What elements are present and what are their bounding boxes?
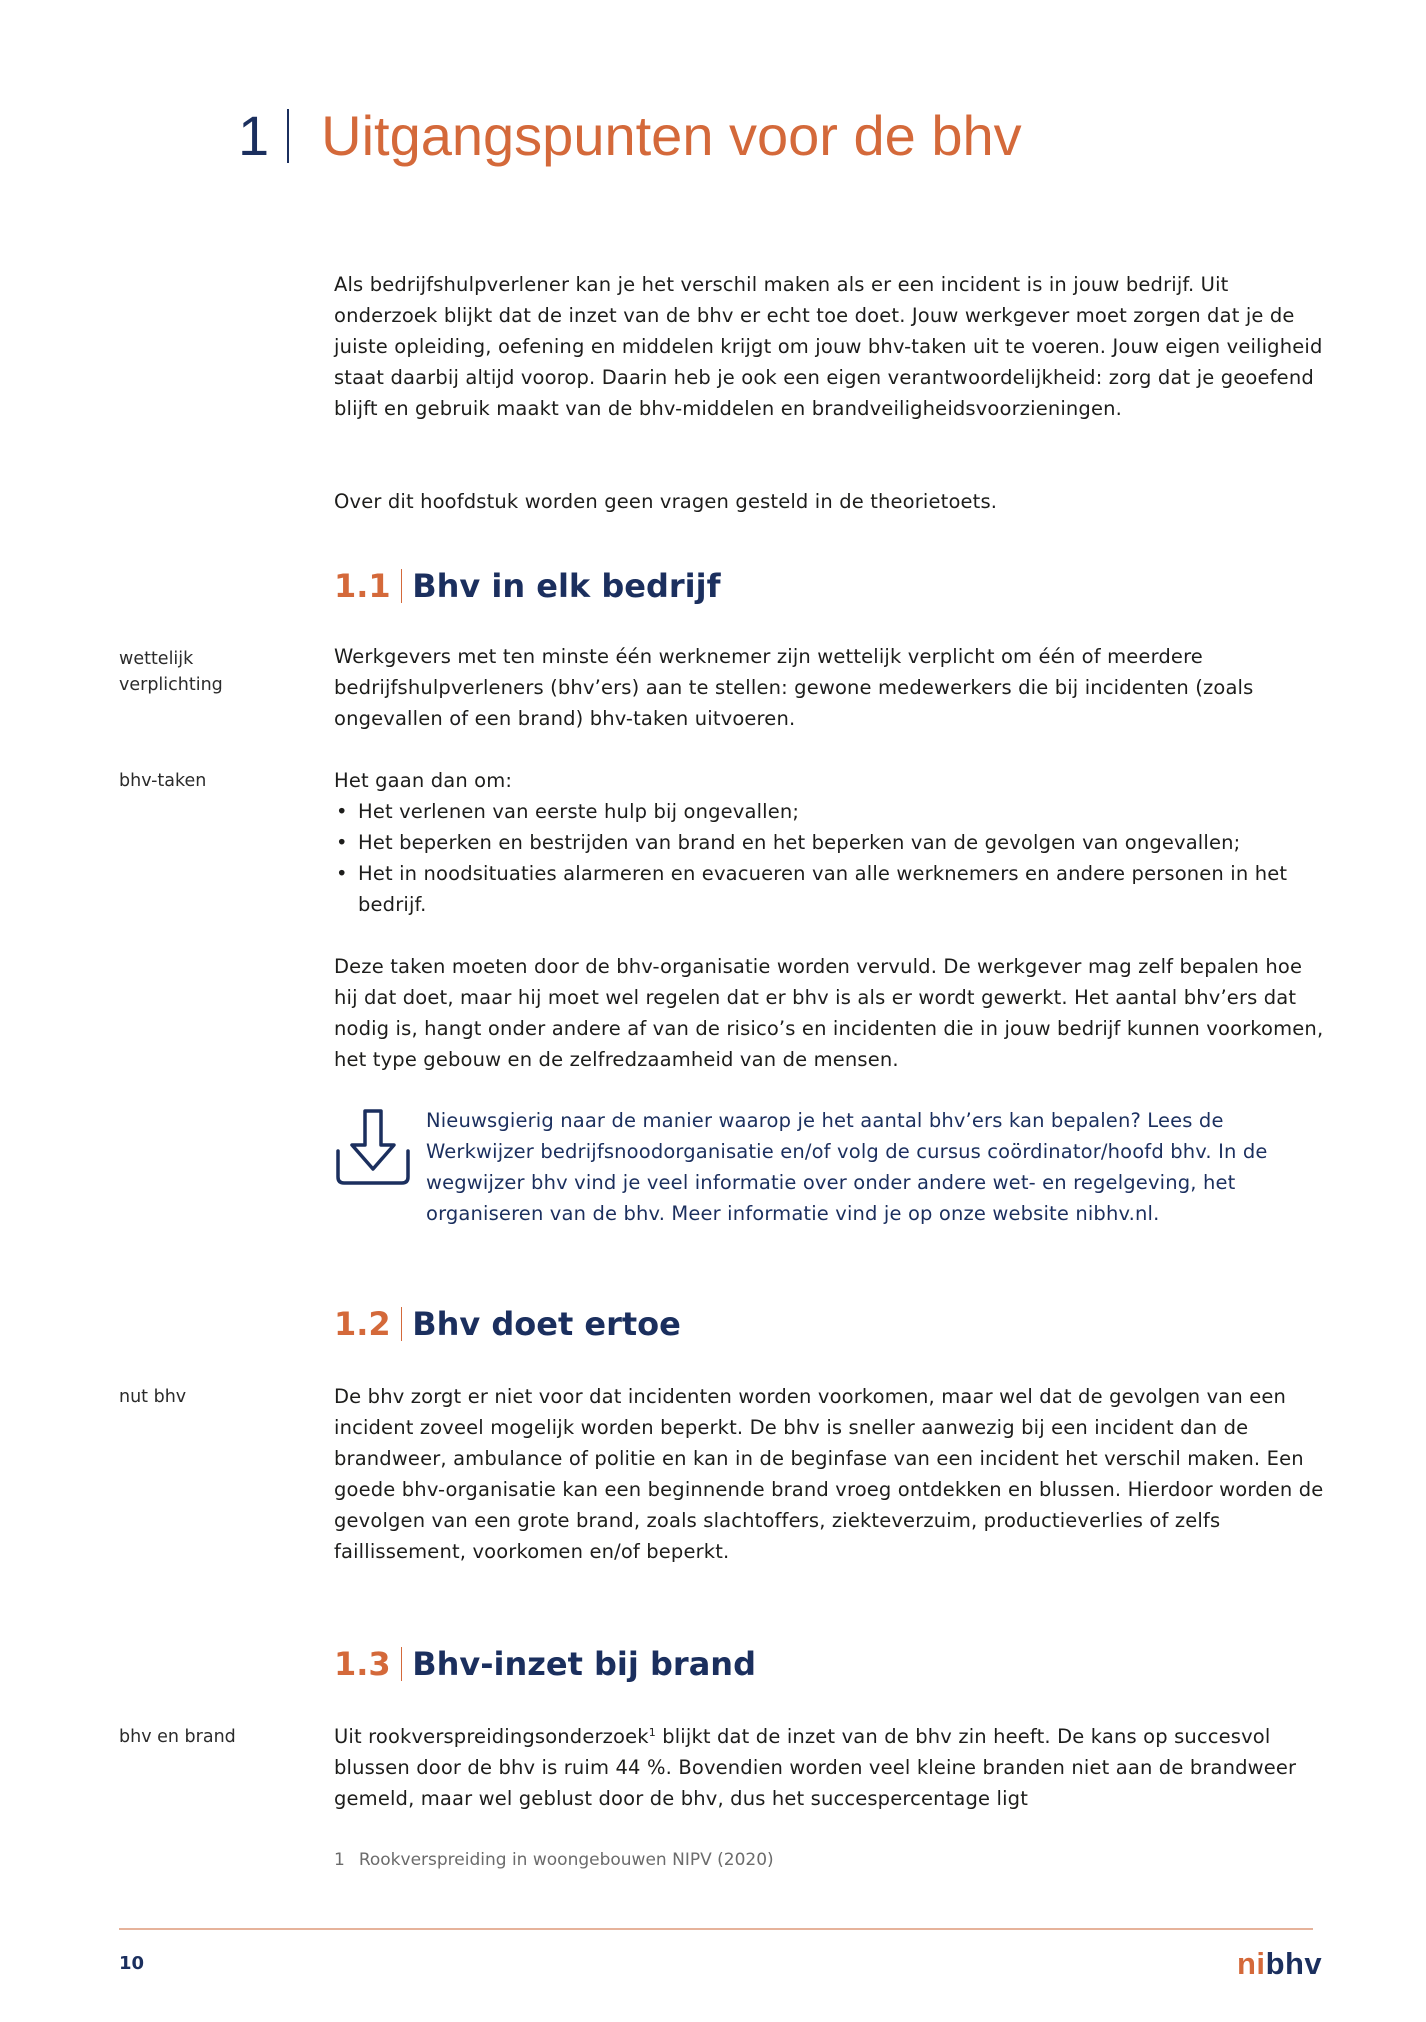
section-1-1-paragraph: Werkgevers met ten minste één werknemer zijn wettelijk verplicht om één of meerdere bedrijfshulpverleners (bhv’ers) aan te stellen: gewone medewerkers die bij incidenten (zoals ongevallen of een brand) bhv-taken uitvoeren. xyxy=(334,645,1254,730)
footnote-number: 1 xyxy=(334,1850,345,1870)
download-tray-icon xyxy=(334,1109,412,1187)
paragraph-rest: blijkt dat de inzet van de bhv zin heeft. De kans op succesvol blussen door de bhv is ruim 44 %. Bovendien worden veel kleine branden niet aan de brandweer gemeld, maar wel geblust door de bhv, dus het succespercentage ligt xyxy=(334,1725,1297,1810)
section-heading-1-1 xyxy=(334,566,721,606)
section-number: 1.3 xyxy=(334,1645,391,1683)
section-divider xyxy=(401,569,403,603)
logo-ni: ni xyxy=(1237,1946,1266,1981)
section-number: 1.1 xyxy=(334,567,391,605)
margin-note-bhv-taken: bhv-taken xyxy=(119,771,207,791)
section-1-2-text xyxy=(334,1381,1324,1567)
list-intro: Het gaan dan om: xyxy=(334,769,513,792)
chapter-title-text: Uitgangspunten voor de bhv xyxy=(321,104,1022,167)
margin-note-wettelijk: wettelijk verplichting xyxy=(119,649,223,695)
section-1-2-paragraph: De bhv zorgt er niet voor dat incidenten worden voorkomen, maar wel dat de gevolgen van een incident zoveel mogelijk worden beperkt. De bhv is sneller aanwezig bij een incident dan de brandweer, ambulance of politie en kan in de beginfase van een incident het verschil maken. Een goede bhv-organisatie kan een beginnende brand vroeg ontdekken en blussen. Hierdoor worden de gevolgen van een grote brand, zoals slachtoffers, ziekteverzuim, productieverlies of zelfs faillissement, voorkomen en/of beperkt. xyxy=(334,1385,1324,1563)
section-1-1-text xyxy=(334,641,1324,734)
section-divider xyxy=(401,1647,403,1681)
list-item: • Het verlenen van eerste hulp bij ongevallen; xyxy=(334,796,1324,827)
section-1-3-paragraph xyxy=(334,1721,1324,1814)
footnote-reference[interactable]: 1 xyxy=(648,1726,656,1739)
nibhv-logo xyxy=(1237,1944,1322,1984)
section-1-3-text xyxy=(334,1721,1324,1814)
bhv-taken-list xyxy=(334,796,1324,920)
section-divider xyxy=(401,1307,403,1341)
section-1-1-text-2 xyxy=(334,951,1324,1075)
bhv-taken-text xyxy=(334,765,1324,920)
chapter-divider xyxy=(287,109,289,163)
section-title: Bhv doet ertoe xyxy=(412,1305,681,1343)
margin-note-bhv-en-brand: bhv en brand xyxy=(119,1727,236,1747)
margin-note-nut-bhv: nut bhv xyxy=(119,1387,187,1407)
section-heading-1-2 xyxy=(334,1304,681,1344)
list-item: • Het beperken en bestrijden van brand en het beperken van de gevolgen van ongevallen; xyxy=(334,827,1324,858)
section-heading-1-3 xyxy=(334,1644,756,1684)
paragraph-start: Uit rookverspreidingsonderzoek xyxy=(334,1725,649,1748)
footnote-text: Rookverspreiding in woongebouwen NIPV (2020) xyxy=(358,1850,774,1870)
list-item: • Het in noodsituaties alarmeren en evacueren van alle werknemers en andere personen in het bedrijf. xyxy=(334,858,1318,920)
logo-bhv: bhv xyxy=(1265,1946,1323,1981)
footnote xyxy=(334,1847,774,1873)
section-number: 1.2 xyxy=(334,1305,391,1343)
chapter-title xyxy=(238,100,1022,172)
intro-note xyxy=(334,486,1324,517)
section-1-1-paragraph-2: Deze taken moeten door de bhv-organisatie worden vervuld. De werkgever mag zelf bepalen hoe hij dat doet, maar hij moet wel regelen dat er bhv is als er wordt gewerkt. Het aantal bhv’ers dat nodig is, hangt onder andere af van de risico’s en incidenten die in jouw bedrijf kunnen voorkomen, het type gebouw en de zelfredzaamheid van de mensen. xyxy=(334,955,1324,1071)
intro-note-paragraph: Over dit hoofdstuk worden geen vragen gesteld in de theorietoets. xyxy=(334,490,998,513)
info-box-text: Nieuwsgierig naar de manier waarop je het aantal bhv’ers kan bepalen? Lees de Werkwijzer bedrijfsnoodorganisatie en/of volg de cursus coördinator/hoofd bhv. In de wegwijzer bhv vind je veel informatie over onder andere wet- en regelgeving, het organiseren van de bhv. Meer informatie vind je op onze website nibhv.nl. xyxy=(426,1109,1268,1225)
intro-text xyxy=(334,269,1324,424)
page-number: 10 xyxy=(119,1953,145,1974)
intro-paragraph: Als bedrijfshulpverlener kan je het verschil maken als er een incident is in jouw bedrijf. Uit onderzoek blijkt dat de inzet van de bhv er echt toe doet. Jouw werkgever moet zorgen dat je de juiste opleiding, oefening en middelen krijgt om jouw bhv-taken uit te voeren. Jouw eigen veiligheid staat daarbij altijd voorop. Daarin heb je ook een eigen verantwoordelijkheid: zorg dat je geoefend blijft en gebruik maakt van de bhv-middelen en brandveiligheidsvoorzieningen. xyxy=(334,273,1323,420)
section-title: Bhv in elk bedrijf xyxy=(412,567,721,605)
section-title: Bhv-inzet bij brand xyxy=(412,1645,756,1683)
chapter-number: 1 xyxy=(238,104,270,167)
footer-divider xyxy=(119,1928,1313,1930)
